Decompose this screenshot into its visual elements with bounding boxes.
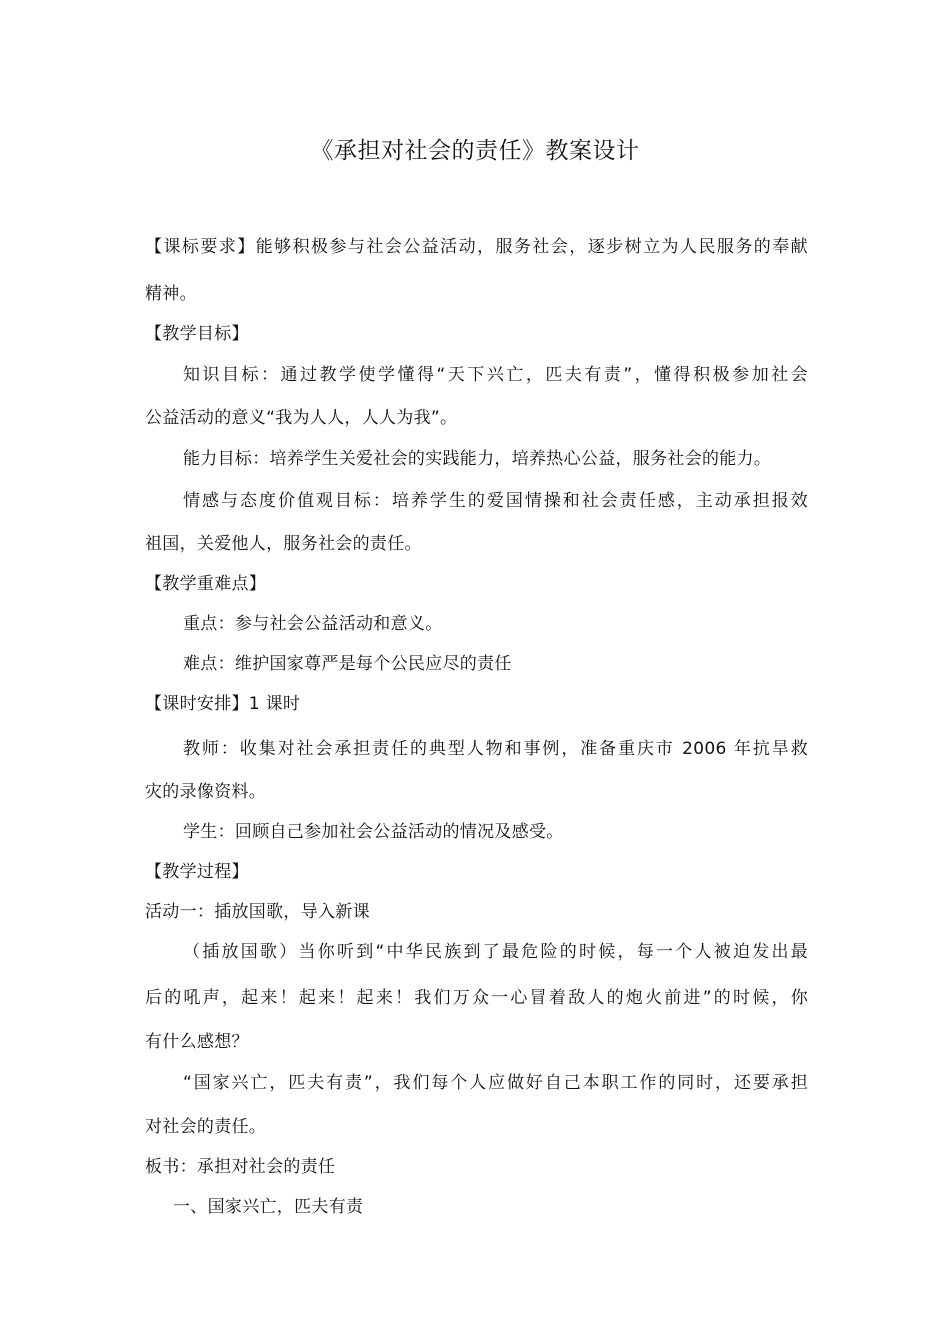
teacher-prep-line-1: 教师：收集对社会承担责任的典型人物和事例，准备重庆市 2006 年抗旱救 xyxy=(183,739,808,759)
anthem-paragraph-line-3: 有什么感想？ xyxy=(145,1032,249,1052)
section-one-heading: 一、国家兴亡，匹夫有责 xyxy=(173,1197,364,1217)
curriculum-requirement-line-1: 【课标要求】能够积极参与社会公益活动，服务社会，逐步树立为人民服务的奉献 xyxy=(145,237,808,257)
anthem-paragraph-line-2: 后的吼声，起来！起来！起来！我们万众一心冒着敌人的炮火前进”的时候，你 xyxy=(145,988,808,1008)
teaching-goals-heading: 【教学目标】 xyxy=(145,324,249,344)
document-title: 《承担对社会的责任》教案设计 xyxy=(310,138,640,164)
activity-one-title: 活动一：插放国歌，导入新课 xyxy=(145,902,370,922)
responsibility-paragraph-line-1: “国家兴亡，匹夫有责”，我们每个人应做好自己本职工作的同时，还要承担 xyxy=(183,1073,808,1093)
knowledge-goal-line-1: 知识目标：通过教学使学懂得“天下兴亡，匹夫有责”，懂得积极参加社会 xyxy=(183,365,808,385)
key-points-heading: 【教学重难点】 xyxy=(145,574,267,594)
difficult-point: 难点：维护国家尊严是每个公民应尽的责任 xyxy=(183,654,512,674)
curriculum-requirement-line-2: 精神。 xyxy=(145,284,197,304)
student-prep: 学生：回顾自己参加社会公益活动的情况及感受。 xyxy=(183,822,564,842)
key-point: 重点：参与社会公益活动和意义。 xyxy=(183,614,443,634)
responsibility-paragraph-line-2: 对社会的责任。 xyxy=(145,1117,267,1137)
board-writing: 板书：承担对社会的责任 xyxy=(145,1157,336,1177)
teaching-process-heading: 【教学过程】 xyxy=(145,862,249,882)
anthem-paragraph-line-1: （插放国歌）当你听到“中华民族到了最危险的时候，每一个人被迫发出最 xyxy=(183,942,808,962)
teacher-prep-line-2: 灾的录像资料。 xyxy=(145,782,267,802)
emotion-goal-line-2: 祖国，关爱他人，服务社会的责任。 xyxy=(145,534,422,554)
ability-goal: 能力目标：培养学生关爱社会的实践能力，培养热心公益，服务社会的能力。 xyxy=(183,449,772,469)
schedule-heading: 【课时安排】1 课时 xyxy=(145,694,301,714)
knowledge-goal-line-2: 公益活动的意义“我为人人，人人为我”。 xyxy=(145,408,458,428)
emotion-goal-line-1: 情感与态度价值观目标：培养学生的爱国情操和社会责任感，主动承担报效 xyxy=(183,491,808,511)
